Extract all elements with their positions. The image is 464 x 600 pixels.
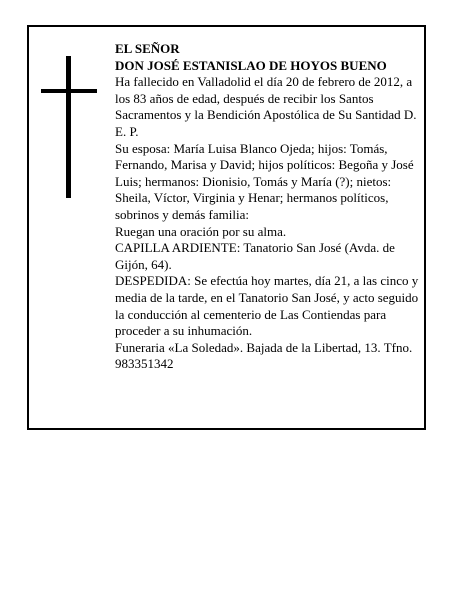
prayer-request: Ruegan una oración por su alma. bbox=[115, 223, 287, 239]
family-list: Su esposa: María Luisa Blanco Ojeda; hijos: Tomás, Fernando, Marisa y David; hijos políticos: Begoña y José Luis; hermanos: Dionisio, Tomás y María (?); nietos: Sheila, Víctor, Virginia y Henar; hermanos políticos, sobrinos y demás familia: bbox=[115, 140, 414, 222]
notice-heading-title: EL SEÑOR bbox=[115, 41, 180, 56]
cross-horizontal-bar bbox=[41, 89, 97, 93]
notice-body bbox=[115, 41, 425, 373]
deceased-name: DON JOSÉ ESTANISLAO DE HOYOS BUENO bbox=[115, 57, 387, 73]
death-announcement: Ha fallecido en Valladolid el día 20 de febrero de 2012, a los 83 años de edad, después de recibir los Santos Sacramentos y la Bendición Apostólica de Su Santidad D. E. P. bbox=[115, 74, 417, 139]
chapel-info: CAPILLA ARDIENTE: Tanatorio San José (Avda. de Gijón, 64). bbox=[115, 240, 395, 272]
funeral-home-info: Funeraria «La Soledad». Bajada de la Libertad, 13. Tfno. 983351342 bbox=[115, 339, 413, 372]
farewell-info: DESPEDIDA: Se efectúa hoy martes, día 21, a las cinco y media de la tarde, en el Tanatorio San José, y acto seguido la conducción al cementerio de Las Contiendas para proceder a su inhumación. bbox=[115, 273, 419, 339]
obituary-notice bbox=[27, 25, 426, 430]
cross-vertical-bar bbox=[66, 56, 71, 198]
